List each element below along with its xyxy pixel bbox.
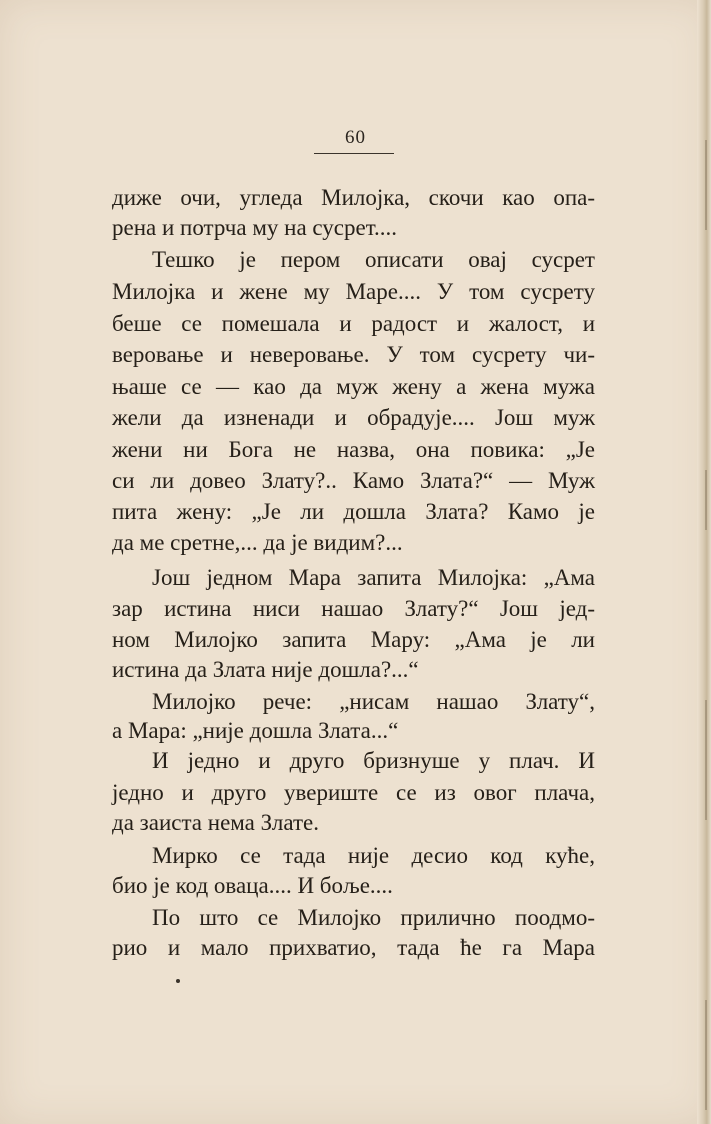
text-line: веровање и неверовање. У том сусрету чи-	[112, 342, 595, 367]
text-line: истина да Злата није дошла?...“	[112, 657, 419, 682]
text-line: Мирко се тада није десио код куће,	[152, 843, 595, 868]
text-line: И једно и друго бризнуше у плач. И	[152, 748, 595, 773]
edge-fiber	[705, 470, 707, 530]
text-line: зар истина ниси нашао Злату?“ Још јед-	[112, 596, 595, 621]
text-line: диже очи, угледа Милојка, скочи као опа-	[112, 185, 595, 210]
text-line: Милојка и жене му Маре.... У том сусрету	[112, 279, 595, 304]
text-line: Тешко је пером описати овај сусрет	[152, 247, 595, 272]
page-number-rule	[314, 153, 394, 154]
text-line: Још једном Мара запита Милојка: „Ама	[152, 565, 595, 590]
text-line: њаше се — као да муж жену а жена мужа	[112, 374, 595, 399]
edge-fiber	[705, 140, 707, 230]
edge-fiber	[705, 700, 707, 820]
text-line: ном Милојко запита Мару: „Ама је ли	[112, 627, 595, 652]
text-line: рена и потрча му на сусрет....	[112, 215, 398, 240]
text-line: био је код оваца.... И боље....	[112, 873, 393, 898]
text-line: си ли довео Злату?.. Камо Злата?“ — Муж	[112, 468, 595, 493]
page-number: 60	[345, 127, 366, 148]
text-line: По што се Милојко прилично поодмо-	[152, 905, 595, 930]
text-line: рио и мало прихватио, тада ће га Мара	[112, 935, 595, 960]
text-line: жели да изненади и обрадује.... Још муж	[112, 405, 595, 430]
text-line: да ме сретне,... да је видим?...	[112, 530, 403, 555]
text-line: пита жену: „Је ли дошла Злата? Камо је	[112, 499, 595, 524]
text-line: беше се помешала и радост и жалост, и	[112, 311, 595, 336]
text-line: жени ни Бога не назва, она повика: „Је	[112, 437, 595, 462]
text-line: једно и друго увериште се из овог плача,	[112, 780, 595, 805]
page-edge	[697, 0, 711, 1124]
text-line: а Мара: „није дошла Злата...“	[112, 718, 399, 743]
edge-fiber	[705, 1000, 707, 1110]
text-line: да заиста нема Злате.	[112, 810, 319, 835]
ink-speck	[176, 979, 180, 983]
text-line: Милојко рече: „нисам нашао Злату“,	[152, 689, 595, 714]
